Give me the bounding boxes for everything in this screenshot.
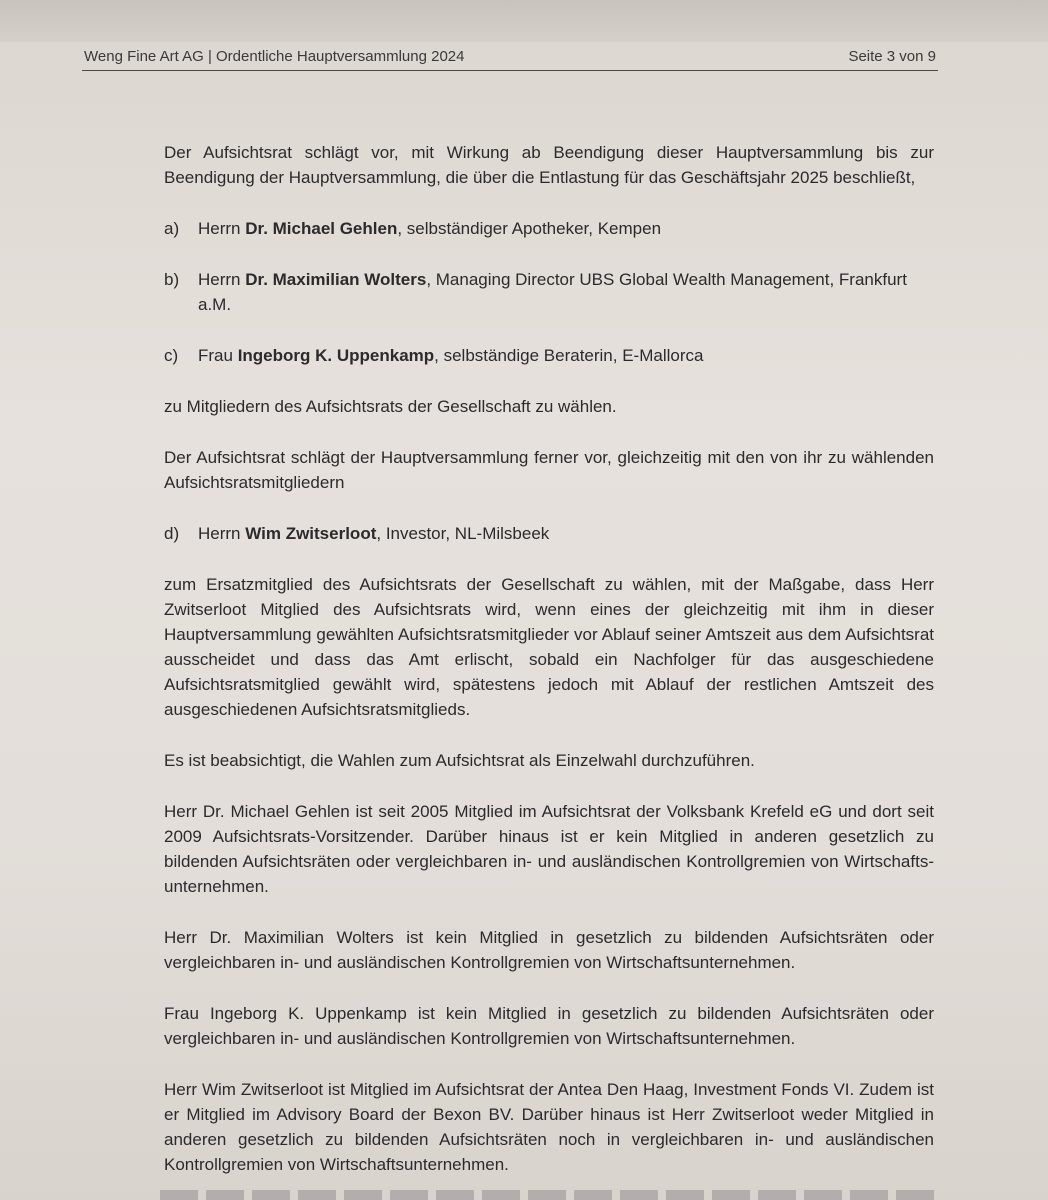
substitute-paragraph: zum Ersatzmitglied des Aufsichtsrats der Gesellschaft zu wählen, mit der Maßgabe, dass Herr Zwitserloot Mitglied des Aufsichtsrats wird, wenn eines der gleichzeitig mit ihm in dieser Hauptversammlung gewählten Aufsichtsratsmitglieder vor Ablauf seiner Amtszeit aus dem Aufsichtsrat ausscheidet und dass das Amt erlischt, sobald ein Nachfolger für das ausgeschiedene Aufsichtsratsmitglied gewählt wird, spätestens jedoch mit Ablauf der restlichen Amtszeit des ausgeschiedenen Aufsichtsratsmitglieds. xyxy=(164,575,934,719)
document-body xyxy=(164,140,934,1177)
list-label: a) xyxy=(164,219,180,238)
candidate-a xyxy=(164,216,934,241)
candidate-name: Ingeborg K. Uppenkamp xyxy=(237,346,435,365)
gehlen-info-paragraph: Herr Dr. Michael Gehlen ist seit 2005 Mitglied im Aufsichtsrat der Volksbank Krefeld eG und dort seit 2009 Aufsichtsrats-Vorsitzender. Darüber hinaus ist er kein Mitglied in anderen gesetzlich zu bildenden Aufsichtsräten oder vergleichbaren in- und ausländischen Kontrollgremien von Wirtschafts-unternehmen. xyxy=(164,802,934,896)
candidate-name: Dr. Maximilian Wolters xyxy=(245,270,427,289)
zwitserloot-info-paragraph: Herr Wim Zwitserloot ist Mitglied im Aufsichtsrat der Antea Den Haag, Investment Fonds VI. Zudem ist er Mitglied im Advisory Board der Bexon BV. Darüber hinaus ist Herr Zwitserloot weder Mitglied in anderen gesetzlich zu bildenden Aufsichtsräten noch in vergleichbaren in- und ausländischen Kontrollgremien von Wirtschaftsunternehmen. xyxy=(164,1080,934,1174)
page-header xyxy=(84,48,936,70)
header-title: Weng Fine Art AG | Ordentliche Hauptversammlung 2024 xyxy=(84,48,465,65)
candidate-description: , selbständige Beraterin, E-Mallorca xyxy=(434,346,704,365)
header-divider xyxy=(82,70,938,71)
single-vote-paragraph: Es ist beabsichtigt, die Wahlen zum Aufsichtsrat als Einzelwahl durchzuführen. xyxy=(164,751,755,770)
list-label: d) xyxy=(164,524,180,543)
page-top-edge xyxy=(0,0,1048,42)
candidate-d xyxy=(164,521,934,546)
intro-paragraph: Der Aufsichtsrat schlägt vor, mit Wirkung ab Beendigung dieser Hauptversammlung bis zur Beendigung der Hauptversammlung, die über die Entlastung für das Geschäftsjahr 2025 beschließt, xyxy=(164,143,934,187)
candidate-description: , Investor, NL-Milsbeek xyxy=(376,524,550,543)
candidate-name: Wim Zwitserloot xyxy=(245,524,377,543)
list-label: b) xyxy=(164,270,180,289)
cut-off-next-line xyxy=(160,1190,940,1200)
wolters-info-paragraph: Herr Dr. Maximilian Wolters ist kein Mitglied in gesetzlich zu bildenden Aufsichtsräten oder vergleichbaren in- und ausländischen Kontrollgremien von Wirtschaftsunternehmen. xyxy=(164,928,934,972)
uppenkamp-info-paragraph: Frau Ingeborg K. Uppenkamp ist kein Mitglied in gesetzlich zu bildenden Aufsichtsräten oder vergleichbaren in- und ausländischen Kontrollgremien von Wirtschaftsunternehmen. xyxy=(164,1004,934,1048)
candidate-description: , Managing Director UBS Global Wealth Management, Frankfurt a.M. xyxy=(198,270,907,314)
elect-paragraph: zu Mitgliedern des Aufsichtsrats der Gesellschaft zu wählen. xyxy=(164,397,617,416)
candidate-prefix: Frau xyxy=(198,346,238,365)
candidate-prefix: Herrn xyxy=(198,219,246,238)
candidate-name: Dr. Michael Gehlen xyxy=(245,219,398,238)
candidate-prefix: Herrn xyxy=(198,524,246,543)
list-label: c) xyxy=(164,346,179,365)
candidate-c xyxy=(164,343,934,368)
page-number: Seite 3 von 9 xyxy=(848,48,936,65)
candidate-description: , selbständiger Apotheker, Kempen xyxy=(397,219,662,238)
candidate-b xyxy=(164,267,934,317)
candidate-prefix: Herrn xyxy=(198,270,246,289)
substitute-intro-paragraph: Der Aufsichtsrat schlägt der Hauptversammlung ferner vor, gleichzeitig mit den von ihr zu wählenden Aufsichtsratsmitgliedern xyxy=(164,448,934,492)
